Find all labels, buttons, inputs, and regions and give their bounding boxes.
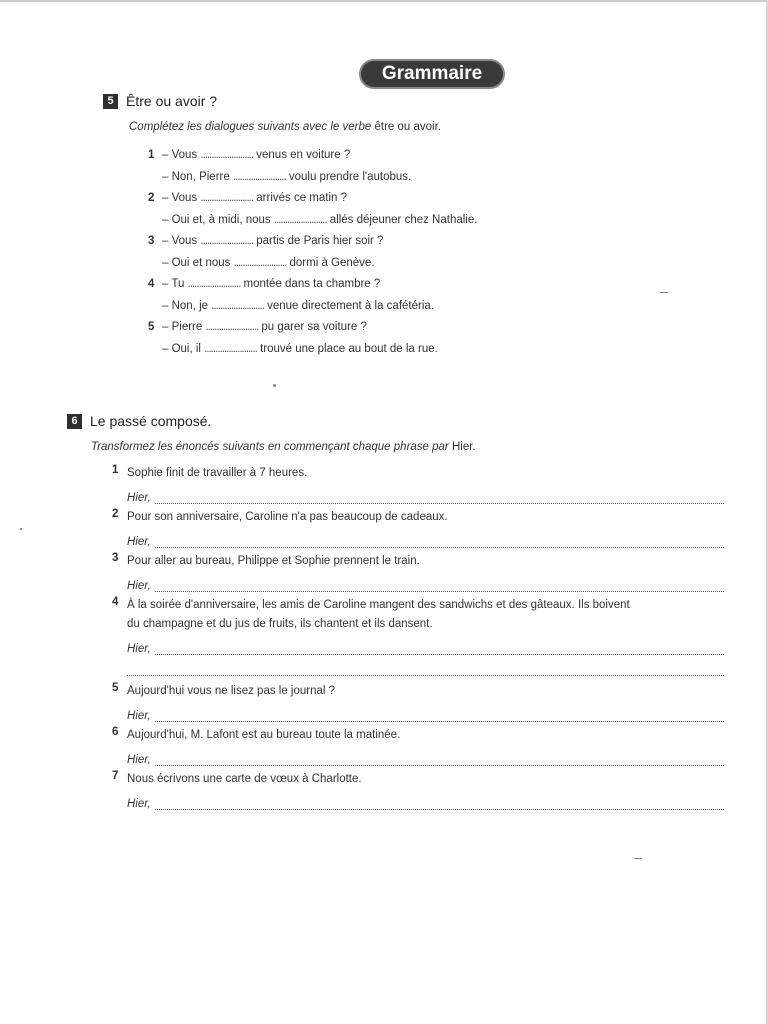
scan-speck	[20, 528, 22, 530]
section-5-number: 5	[103, 94, 118, 109]
scan-speck	[634, 858, 642, 859]
answer-blank[interactable]: ........................	[200, 192, 254, 204]
scan-speck	[660, 292, 668, 293]
section-5-header	[103, 93, 217, 109]
answer-line[interactable]	[155, 753, 724, 766]
exercise-item: 4 À la soirée d'anniversaire, les amis de Caroline mangent des sandwichs et des gâteaux. Ils boivent du champagne et du jus de fruits, ils chantent et ils dansent. Hier,	[112, 596, 724, 676]
answer-line[interactable]	[155, 797, 724, 810]
answer-line[interactable]	[155, 709, 724, 722]
exercise-item: 1 Sophie finit de travailler à 7 heures. Hier,	[112, 464, 724, 504]
answer-blank[interactable]: ........................	[273, 213, 327, 226]
dialogue-number: 3	[148, 235, 155, 247]
section-6-number: 6	[67, 414, 82, 429]
scan-edge-top	[0, 0, 768, 2]
scan-speck	[273, 384, 276, 387]
answer-blank[interactable]: ........................	[211, 299, 264, 312]
section-6-title: Le passé composé.	[90, 413, 212, 429]
answer-blank[interactable]: ........................	[200, 235, 254, 247]
answer-blank[interactable]: ........................	[233, 256, 287, 269]
exercise-item: 6 Aujourd'hui, M. Lafont est au bureau toute la matinée. Hier,	[112, 726, 724, 766]
exercise-item: 5 Aujourd'hui vous ne lisez pas le journal ? Hier,	[112, 682, 724, 722]
exercise-6-list	[112, 464, 724, 810]
answer-line[interactable]	[127, 655, 724, 676]
exercise-item: 2 Pour son anniversaire, Caroline n'a pas beaucoup de cadeaux. Hier,	[112, 508, 724, 548]
dialogue-number: 5	[148, 321, 155, 333]
answer-blank[interactable]: ........................	[204, 342, 257, 355]
section-6-header	[67, 413, 211, 429]
exercise-item: 3 Pour aller au bureau, Philippe et Sophie prennent le train. Hier,	[112, 552, 724, 592]
section-5-title: Être ou avoir ?	[126, 93, 218, 109]
answer-blank[interactable]: ........................	[187, 278, 241, 290]
section-5-instruction: Complétez les dialogues suivants avec le verbe être ou avoir.	[129, 121, 441, 133]
dialogue-number: 1	[148, 149, 155, 161]
dialogue-number: 4	[148, 278, 155, 290]
exercise-5-dialogues: 1 – Vous ........................ venus en voiture ? – Non, Pierre ........................ voulu prendre l'autobus. 2 – Vous ........................ arrivés ce matin ? – Oui et, à midi, nous ........................ allés déjeuner chez Nathalie. 3 – Vous ........................ partis de Paris hier soir ? – Oui et nous ........................ dormi à Genève. 4 – Tu ........................ montée dans ta chambre ? – Non, je ........................ venue directement à la cafétéria. 5 – Pierre ........................ pu garer sa voiture ? – Oui, il ........................ trouvé une place au bout de la rue.	[148, 145, 477, 360]
answer-line[interactable]	[155, 579, 724, 592]
answer-line[interactable]	[155, 642, 724, 655]
answer-line[interactable]	[155, 491, 724, 504]
section-6-instruction: Transformez les énoncés suivants en commençant chaque phrase par Hier.	[91, 441, 476, 453]
page-title: Grammaire	[361, 61, 503, 87]
answer-blank[interactable]: ........................	[205, 321, 259, 333]
answer-blank[interactable]: ........................	[232, 170, 286, 183]
answer-line[interactable]	[155, 535, 724, 548]
exercise-item: 7 Nous écrivons une carte de vœux à Charlotte. Hier,	[112, 770, 724, 810]
dialogue-number: 2	[148, 192, 155, 204]
answer-blank[interactable]: ........................	[200, 149, 254, 161]
